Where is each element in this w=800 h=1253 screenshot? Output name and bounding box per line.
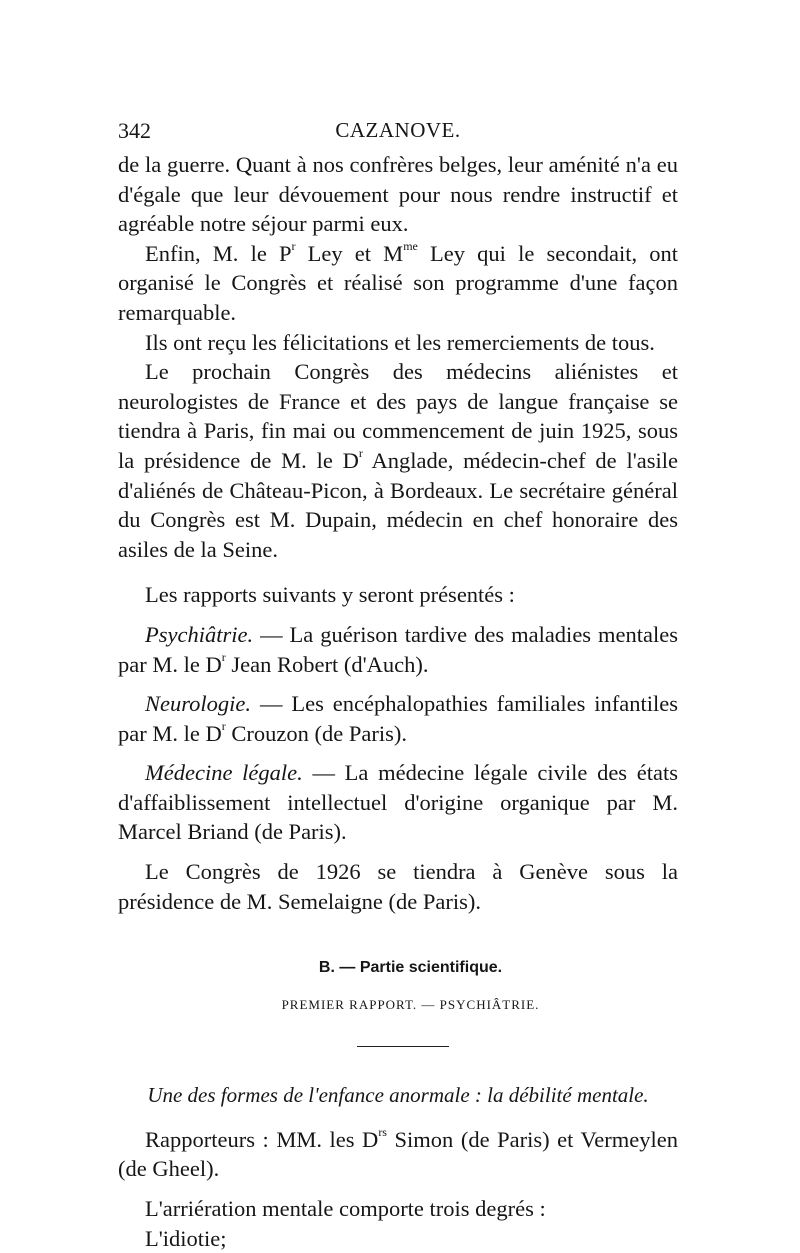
superscript: rs — [378, 1125, 387, 1140]
paragraph-4-text-b: Anglade, médecin-chef de l'asile d'aliénés de Château-Picon, à Bordeaux. Le secrétaire général du Congrès est M. Dupain, médecin en chef honoraire des asiles de la Seine. — [118, 447, 678, 562]
paragraph-idiotie: L'idiotie; — [145, 1225, 227, 1251]
superscript: r — [291, 239, 296, 254]
paragraph-psychiatrie — [118, 620, 678, 679]
paragraph-medecine-legale — [118, 758, 678, 847]
paragraph-1: de la guerre. Quant à nos confrères belges, leur aménité n'a eu d'égale que leur dévouement pour nous rendre instructif et agréable notre séjour parmi eux. — [118, 152, 678, 237]
paragraph-6-text-a: — La guérison tardive des maladies mentales par M. le D — [118, 621, 678, 677]
topic-label: Psychiâtrie. — [145, 621, 254, 647]
paragraph-3: Ils ont reçu les félicitations et les remerciements de tous. — [145, 329, 655, 355]
superscript: r — [358, 446, 363, 461]
page-number: 342 — [118, 118, 151, 143]
paragraph-7-text-b: Crouzon (de Paris). — [225, 720, 407, 746]
paragraph-9: Le Congrès de 1926 se tiendra à Genève sous la présidence de M. Semelaigne (de Paris). — [118, 859, 678, 914]
paragraph-rapporteurs — [118, 1125, 678, 1184]
paragraph-arrieration: L'arriération mentale comporte trois degrés : — [145, 1196, 546, 1222]
rapporteurs-text-a: Rapporteurs : MM. les D — [145, 1126, 379, 1152]
rapporteurs-text-b: Simon (de Paris) et Vermeylen (de Gheel). — [118, 1126, 679, 1182]
section-heading: B. — Partie scientifique. — [318, 959, 503, 977]
superscript: r — [221, 719, 226, 734]
paragraph-neurologie — [118, 689, 678, 748]
superscript: me — [403, 239, 418, 254]
paragraph-2-text-a: Enfin, M. le P — [145, 240, 292, 266]
paragraph-5: Les rapports suivants y seront présentés : — [145, 582, 515, 608]
topic-label: Neurologie. — [145, 691, 252, 717]
report-subtitle: Une des formes de l'enfance anormale : la débilité mentale. — [147, 1083, 649, 1108]
running-title: CAZANOVE. — [335, 118, 461, 142]
paragraph-4-text-a: Le prochain Congrès des médecins aliénistes et neurologistes de France et des pays de langue française se tiendra à Paris, fin mai ou commencement de juin 1925, sous la présidence de M. le D — [118, 359, 678, 473]
page-body — [118, 150, 678, 1253]
paragraph-7-text-a: — Les encéphalopathies familiales infantiles par M. le D — [118, 691, 678, 746]
paragraph-2-text-c: Ley qui le secondait, ont organisé le Congrès et réalisé son programme d'une façon remarquable. — [118, 240, 678, 325]
paragraph-4 — [118, 357, 678, 564]
paragraph-8-text: — La médecine légale civile des états d'affaiblissement intellectuel d'origine organique par M. Marcel Briand (de Paris). — [118, 760, 679, 845]
paragraph-6-text-b: Jean Robert (d'Auch). — [225, 651, 429, 677]
paragraph-2 — [118, 239, 678, 328]
topic-label: Médecine légale. — [145, 760, 303, 786]
divider-rule — [357, 1046, 449, 1047]
page-header — [118, 118, 678, 148]
superscript: r — [221, 650, 226, 664]
report-heading: PREMIER RAPPORT. — PSYCHIÂTRIE. — [281, 997, 540, 1013]
paragraph-2-text-b: Ley et M — [295, 240, 404, 266]
